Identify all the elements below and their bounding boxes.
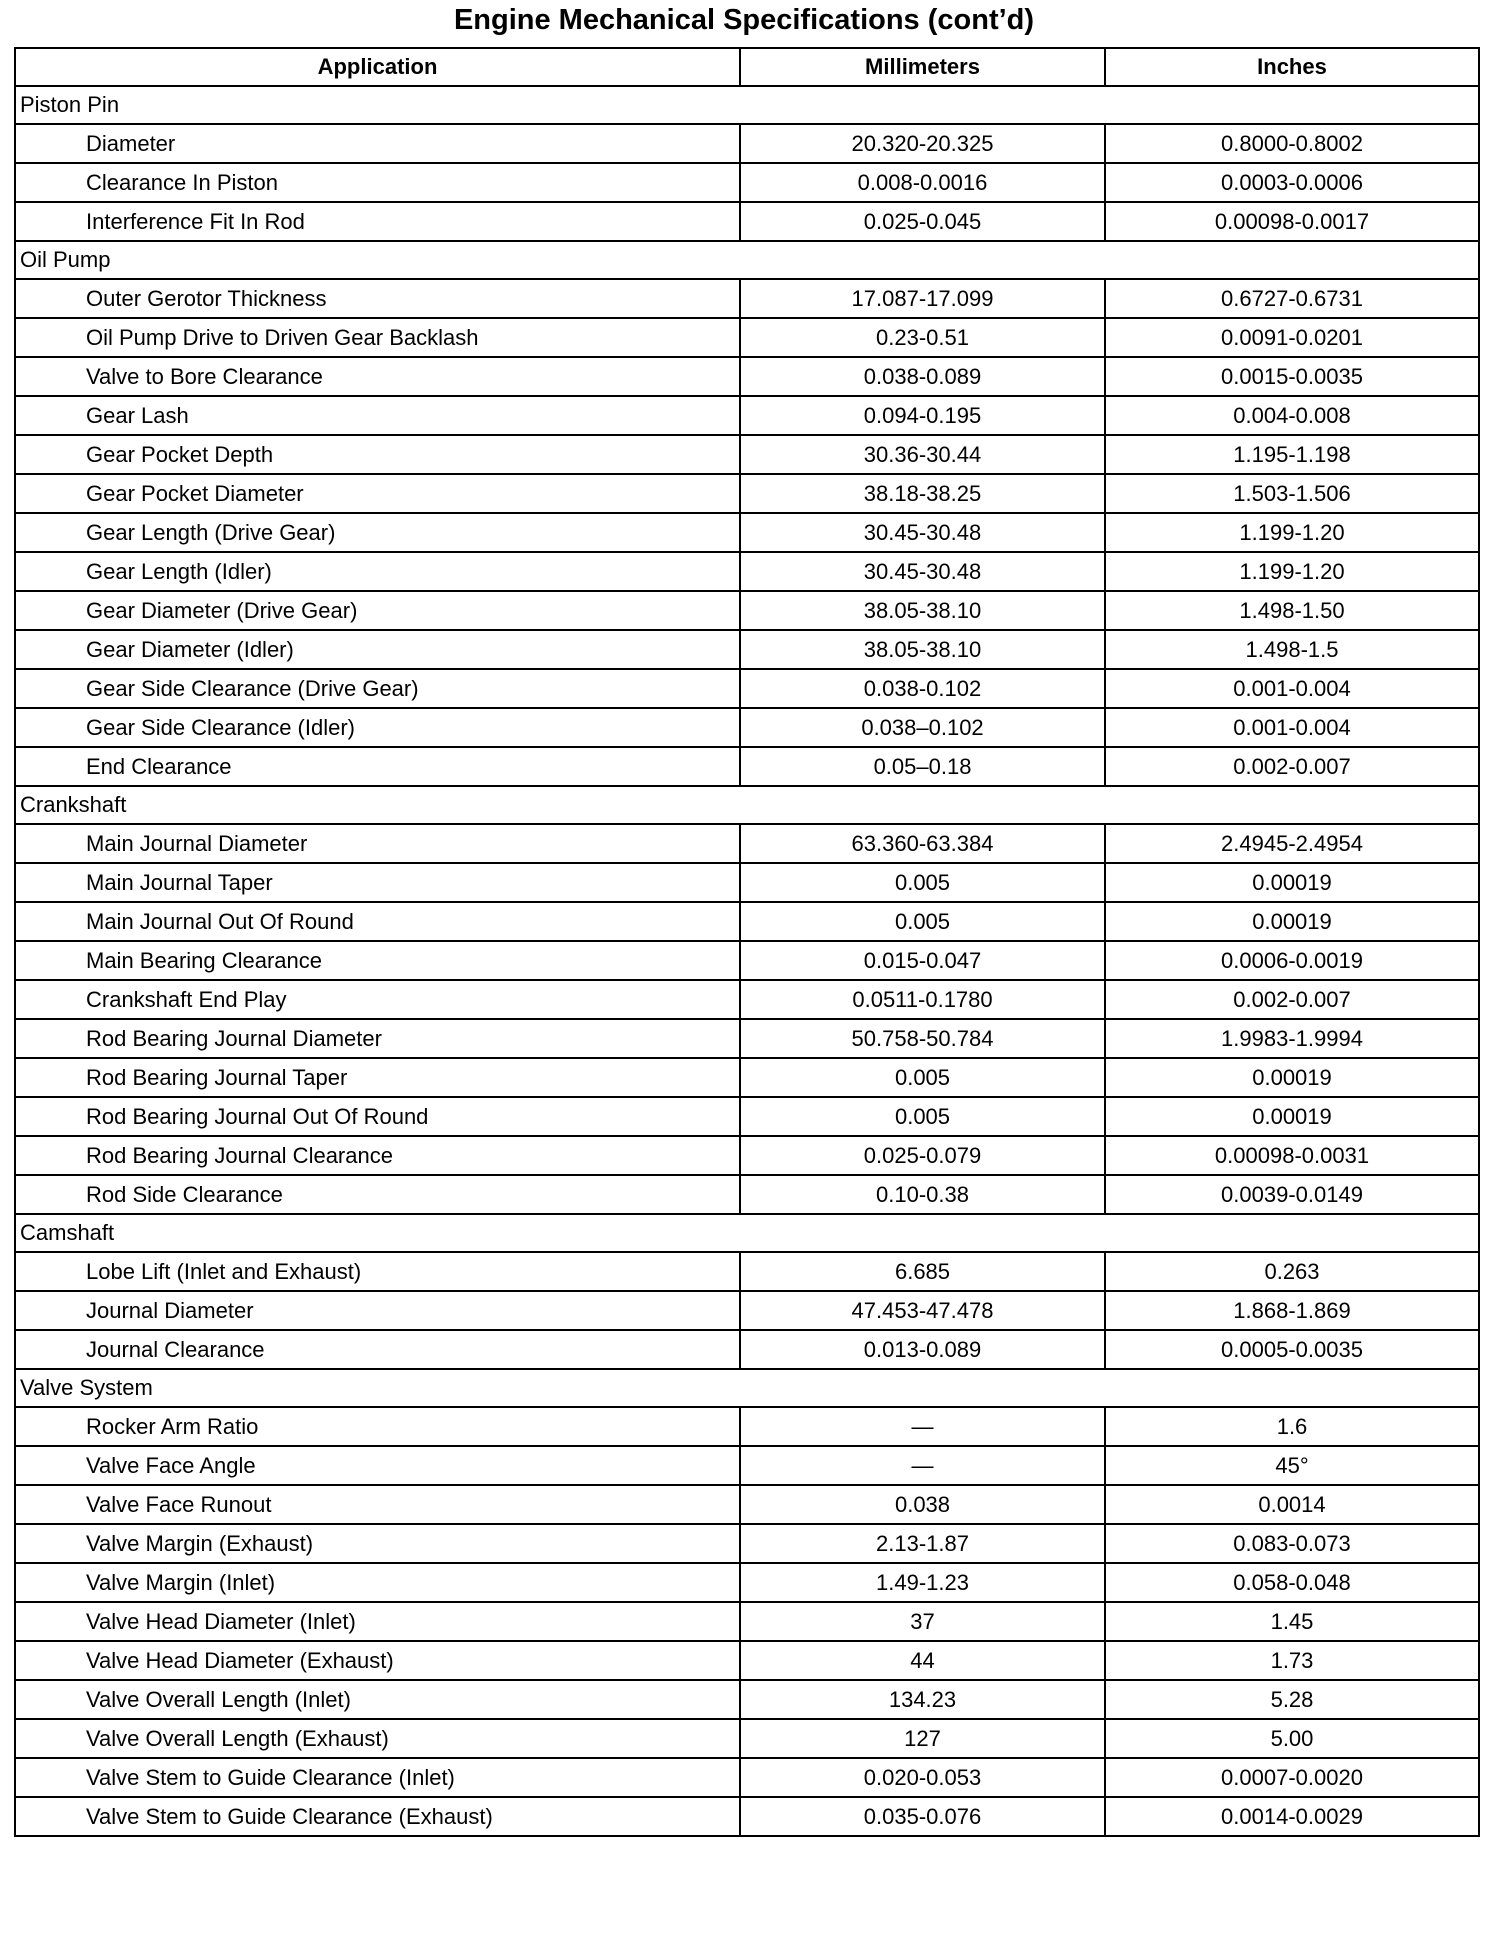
millimeters-cell: 6.685 [740, 1252, 1105, 1291]
inches-cell: 0.00019 [1105, 902, 1479, 941]
table-row [15, 1019, 1479, 1058]
application-cell: Rod Bearing Journal Diameter [15, 1019, 740, 1058]
application-cell: Journal Diameter [15, 1291, 740, 1330]
table-row [15, 902, 1479, 941]
table-row [15, 1680, 1479, 1719]
table-row [15, 1563, 1479, 1602]
table-row [15, 980, 1479, 1019]
application-cell: Diameter [15, 124, 740, 163]
inches-cell: 0.0015-0.0035 [1105, 357, 1479, 396]
table-row [15, 1252, 1479, 1291]
column-header-application: Application [15, 48, 740, 86]
millimeters-cell: 0.23-0.51 [740, 318, 1105, 357]
table-row [15, 824, 1479, 863]
inches-cell: 1.503-1.506 [1105, 474, 1479, 513]
millimeters-cell: 1.49-1.23 [740, 1563, 1105, 1602]
inches-cell: 1.498-1.5 [1105, 630, 1479, 669]
inches-cell: 45° [1105, 1446, 1479, 1485]
inches-cell: 0.0003-0.0006 [1105, 163, 1479, 202]
inches-cell: 1.498-1.50 [1105, 591, 1479, 630]
inches-cell: 0.0007-0.0020 [1105, 1758, 1479, 1797]
application-cell: Gear Length (Idler) [15, 552, 740, 591]
application-cell: Rod Bearing Journal Out Of Round [15, 1097, 740, 1136]
inches-cell: 0.00019 [1105, 1058, 1479, 1097]
millimeters-cell: 0.05–0.18 [740, 747, 1105, 786]
millimeters-cell: 0.005 [740, 1097, 1105, 1136]
inches-cell: 0.001-0.004 [1105, 669, 1479, 708]
table-row [15, 1291, 1479, 1330]
table-row [15, 1446, 1479, 1485]
millimeters-cell: 0.035-0.076 [740, 1797, 1105, 1836]
millimeters-cell: 20.320-20.325 [740, 124, 1105, 163]
application-cell: Main Journal Out Of Round [15, 902, 740, 941]
application-cell: Gear Side Clearance (Idler) [15, 708, 740, 747]
millimeters-cell: 37 [740, 1602, 1105, 1641]
application-cell: Valve Stem to Guide Clearance (Exhaust) [15, 1797, 740, 1836]
table-row [15, 396, 1479, 435]
millimeters-cell: 38.05-38.10 [740, 630, 1105, 669]
table-row [15, 1758, 1479, 1797]
inches-cell: 0.263 [1105, 1252, 1479, 1291]
table-row [15, 708, 1479, 747]
inches-cell: 0.8000-0.8002 [1105, 124, 1479, 163]
millimeters-cell: 0.038-0.102 [740, 669, 1105, 708]
inches-cell: 0.0005-0.0035 [1105, 1330, 1479, 1369]
application-cell: Main Journal Diameter [15, 824, 740, 863]
application-cell: Gear Diameter (Idler) [15, 630, 740, 669]
table-row [15, 941, 1479, 980]
inches-cell: 0.0014 [1105, 1485, 1479, 1524]
table-row [15, 1797, 1479, 1836]
millimeters-cell: 0.008-0.0016 [740, 163, 1105, 202]
inches-cell: 0.00098-0.0031 [1105, 1136, 1479, 1175]
millimeters-cell: 0.038–0.102 [740, 708, 1105, 747]
inches-cell: 1.868-1.869 [1105, 1291, 1479, 1330]
millimeters-cell: — [740, 1446, 1105, 1485]
inches-cell: 1.73 [1105, 1641, 1479, 1680]
table-row [15, 552, 1479, 591]
table-row [15, 1485, 1479, 1524]
millimeters-cell: 0.038 [740, 1485, 1105, 1524]
section-heading: Crankshaft [15, 786, 1479, 824]
table-row [15, 630, 1479, 669]
millimeters-cell: 0.094-0.195 [740, 396, 1105, 435]
inches-cell: 0.001-0.004 [1105, 708, 1479, 747]
section-heading: Piston Pin [15, 86, 1479, 124]
section-heading: Camshaft [15, 1214, 1479, 1252]
millimeters-cell: 17.087-17.099 [740, 279, 1105, 318]
millimeters-cell: 0.10-0.38 [740, 1175, 1105, 1214]
application-cell: Lobe Lift (Inlet and Exhaust) [15, 1252, 740, 1291]
application-cell: Valve Stem to Guide Clearance (Inlet) [15, 1758, 740, 1797]
section-row-oil-pump [15, 241, 1479, 279]
application-cell: Crankshaft End Play [15, 980, 740, 1019]
table-row [15, 1407, 1479, 1446]
application-cell: Rod Side Clearance [15, 1175, 740, 1214]
section-heading: Valve System [15, 1369, 1479, 1407]
application-cell: Gear Pocket Depth [15, 435, 740, 474]
table-row [15, 357, 1479, 396]
application-cell: Gear Diameter (Drive Gear) [15, 591, 740, 630]
table-row [15, 1136, 1479, 1175]
millimeters-cell: 0.005 [740, 863, 1105, 902]
column-header-inches: Inches [1105, 48, 1479, 86]
table-row [15, 1058, 1479, 1097]
application-cell: Rod Bearing Journal Clearance [15, 1136, 740, 1175]
millimeters-cell: 30.36-30.44 [740, 435, 1105, 474]
application-cell: Valve Margin (Inlet) [15, 1563, 740, 1602]
section-row-camshaft [15, 1214, 1479, 1252]
inches-cell: 1.6 [1105, 1407, 1479, 1446]
inches-cell: 0.00019 [1105, 1097, 1479, 1136]
application-cell: Valve Head Diameter (Exhaust) [15, 1641, 740, 1680]
table-row [15, 1330, 1479, 1369]
section-row-crankshaft [15, 786, 1479, 824]
application-cell: Interference Fit In Rod [15, 202, 740, 241]
inches-cell: 1.45 [1105, 1602, 1479, 1641]
millimeters-cell: 44 [740, 1641, 1105, 1680]
table-row [15, 1175, 1479, 1214]
application-cell: End Clearance [15, 747, 740, 786]
application-cell: Clearance In Piston [15, 163, 740, 202]
column-header-millimeters: Millimeters [740, 48, 1105, 86]
inches-cell: 0.002-0.007 [1105, 980, 1479, 1019]
page-title: Engine Mechanical Specifications (cont’d) [453, 4, 1035, 36]
millimeters-cell: 2.13-1.87 [740, 1524, 1105, 1563]
application-cell: Valve Overall Length (Inlet) [15, 1680, 740, 1719]
table-row [15, 1524, 1479, 1563]
millimeters-cell: 38.18-38.25 [740, 474, 1105, 513]
inches-cell: 0.0039-0.0149 [1105, 1175, 1479, 1214]
specifications-table [14, 47, 1480, 1837]
application-cell: Valve Face Angle [15, 1446, 740, 1485]
table-row [15, 747, 1479, 786]
inches-cell: 1.199-1.20 [1105, 552, 1479, 591]
millimeters-cell: 0.020-0.053 [740, 1758, 1105, 1797]
inches-cell: 0.083-0.073 [1105, 1524, 1479, 1563]
section-row-valve-system [15, 1369, 1479, 1407]
inches-cell: 5.00 [1105, 1719, 1479, 1758]
table-row [15, 513, 1479, 552]
application-cell: Valve Head Diameter (Inlet) [15, 1602, 740, 1641]
application-cell: Valve Margin (Exhaust) [15, 1524, 740, 1563]
inches-cell: 0.00098-0.0017 [1105, 202, 1479, 241]
table-row [15, 279, 1479, 318]
table-row [15, 318, 1479, 357]
section-heading: Oil Pump [15, 241, 1479, 279]
millimeters-cell: 127 [740, 1719, 1105, 1758]
millimeters-cell: 0.025-0.045 [740, 202, 1105, 241]
table-row [15, 1641, 1479, 1680]
application-cell: Valve Face Runout [15, 1485, 740, 1524]
application-cell: Rocker Arm Ratio [15, 1407, 740, 1446]
millimeters-cell: 30.45-30.48 [740, 513, 1105, 552]
application-cell: Gear Pocket Diameter [15, 474, 740, 513]
application-cell: Journal Clearance [15, 1330, 740, 1369]
table-row [15, 591, 1479, 630]
millimeters-cell: 0.013-0.089 [740, 1330, 1105, 1369]
application-cell: Gear Length (Drive Gear) [15, 513, 740, 552]
millimeters-cell: 30.45-30.48 [740, 552, 1105, 591]
inches-cell: 0.00019 [1105, 863, 1479, 902]
application-cell: Gear Lash [15, 396, 740, 435]
header-row [15, 48, 1479, 86]
millimeters-cell: 50.758-50.784 [740, 1019, 1105, 1058]
inches-cell: 1.195-1.198 [1105, 435, 1479, 474]
inches-cell: 2.4945-2.4954 [1105, 824, 1479, 863]
table-row [15, 1602, 1479, 1641]
table-row [15, 435, 1479, 474]
inches-cell: 0.002-0.007 [1105, 747, 1479, 786]
table-row [15, 1719, 1479, 1758]
millimeters-cell: 134.23 [740, 1680, 1105, 1719]
inches-cell: 0.0014-0.0029 [1105, 1797, 1479, 1836]
millimeters-cell: 47.453-47.478 [740, 1291, 1105, 1330]
table-body [15, 86, 1479, 1836]
inches-cell: 0.0091-0.0201 [1105, 318, 1479, 357]
section-row-piston-pin [15, 86, 1479, 124]
table-row [15, 1097, 1479, 1136]
table-row [15, 669, 1479, 708]
inches-cell: 0.0006-0.0019 [1105, 941, 1479, 980]
table-row [15, 863, 1479, 902]
application-cell: Main Journal Taper [15, 863, 740, 902]
inches-cell: 0.058-0.048 [1105, 1563, 1479, 1602]
table-row [15, 163, 1479, 202]
inches-cell: 1.9983-1.9994 [1105, 1019, 1479, 1058]
application-cell: Main Bearing Clearance [15, 941, 740, 980]
millimeters-cell: 0.0511-0.1780 [740, 980, 1105, 1019]
application-cell: Gear Side Clearance (Drive Gear) [15, 669, 740, 708]
application-cell: Oil Pump Drive to Driven Gear Backlash [15, 318, 740, 357]
application-cell: Valve to Bore Clearance [15, 357, 740, 396]
application-cell: Valve Overall Length (Exhaust) [15, 1719, 740, 1758]
application-cell: Rod Bearing Journal Taper [15, 1058, 740, 1097]
inches-cell: 0.6727-0.6731 [1105, 279, 1479, 318]
inches-cell: 0.004-0.008 [1105, 396, 1479, 435]
millimeters-cell: — [740, 1407, 1105, 1446]
application-cell: Outer Gerotor Thickness [15, 279, 740, 318]
millimeters-cell: 38.05-38.10 [740, 591, 1105, 630]
table-row [15, 202, 1479, 241]
inches-cell: 1.199-1.20 [1105, 513, 1479, 552]
millimeters-cell: 63.360-63.384 [740, 824, 1105, 863]
millimeters-cell: 0.038-0.089 [740, 357, 1105, 396]
millimeters-cell: 0.005 [740, 1058, 1105, 1097]
millimeters-cell: 0.015-0.047 [740, 941, 1105, 980]
inches-cell: 5.28 [1105, 1680, 1479, 1719]
table-row [15, 474, 1479, 513]
millimeters-cell: 0.025-0.079 [740, 1136, 1105, 1175]
millimeters-cell: 0.005 [740, 902, 1105, 941]
table-row [15, 124, 1479, 163]
